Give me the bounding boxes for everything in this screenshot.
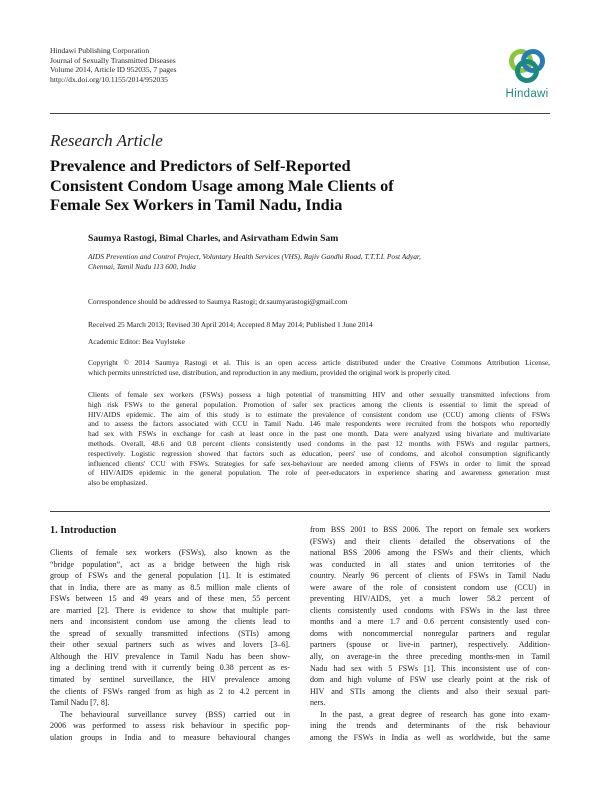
hindawi-logo — [496, 46, 558, 108]
body-line: timated by sentinel surveillance, the HIV prevalence among — [50, 675, 290, 685]
body-line: HIV and STIs among the clients and also their sexual part- — [310, 686, 550, 696]
body-line: The behavioural surveillance survey (BSS) carried out in — [60, 709, 290, 719]
left-column — [50, 547, 290, 743]
title-line: Consistent Condom Usage among Male Clients of — [50, 175, 394, 195]
article-title — [50, 156, 550, 215]
abstract-line: influenced clients' CCU with FSWs. Strategies for safe sex-behaviour are needed among clients of FSWs in order to limit the spread — [88, 458, 550, 468]
body-line: partners (spouse or live-in partner), respectively. Addition- — [310, 640, 550, 650]
abstract-line: had sex with FSWs in exchange for cash at least once in the past one month. Data were analyzed using bivariate and multivariate — [88, 429, 550, 439]
body-line: was conducted in all states and union territories of the — [310, 559, 550, 569]
affiliation — [88, 252, 550, 272]
journal-header — [50, 46, 176, 84]
article-type: Research Article — [50, 131, 163, 150]
header-divider — [50, 113, 550, 114]
abstract-line: high risk FSWs to the general population. Promotion of safer sex practices among the clients is essential to limit the spread of — [88, 399, 550, 409]
body-line: ining the trends and determinants of the risk behaviour — [310, 721, 550, 731]
body-line: Although the HIV prevalence in Tamil Nadu has been show- — [50, 651, 290, 661]
title-line: Prevalence and Predictors of Self-Reported — [50, 156, 351, 175]
body-line: the spread of sexually transmitted infections (STIs) among — [50, 628, 290, 638]
affiliation-line: Chennai, Tamil Nadu 113 600, India — [88, 261, 196, 271]
body-line: Clients of female sex workers (FSWs), also known as the — [50, 548, 290, 557]
body-line: are married [2]. There is evidence to show that multiple part- — [50, 605, 290, 615]
body-line: 2006 was performed to assess risk behaviour in specific pop- — [50, 721, 290, 731]
academic-editor: Academic Editor: Bea Vuylsteke — [88, 337, 185, 346]
abstract-line: methods. Overall, 48.6 and 0.8 percent clients consistently used condoms in the past 12 months with FSWs and regular partners, — [88, 438, 550, 448]
body-line: among the FSWs in India as well as worldwide, but the same — [310, 732, 550, 742]
correspondence: Correspondence should be addressed to Saumya Rastogi; dr.saumyarastogi@gmail.com — [88, 297, 348, 306]
copyright-notice — [88, 358, 550, 378]
abstract-line: respectively. Logistic regression showed that factors such as education, peers' use of condoms, and alcohol consumption significantly — [88, 448, 550, 458]
abstract-line: also be emphasized. — [88, 478, 148, 488]
author-list: Saumya Rastogi, Bimal Charles, and Asirvatham Edwin Sam — [88, 233, 339, 244]
abstract-line: and to assess the factors associated with CCU in Tamil Nadu. 146 male respondents were recruited from the hotspots who reportedly — [88, 419, 550, 429]
body-line: ners and inconsistent condom use among the clients lead to — [50, 617, 290, 627]
article-dates: Received 25 March 2013; Revised 30 April 2014; Accepted 8 May 2014; Published 1 June 2014 — [88, 320, 373, 329]
body-line: FSWs between 15 and 49 years and of these men, 55 percent — [50, 594, 290, 604]
body-line: national BSS 2006 among the FSWs and their clients, which — [310, 548, 550, 558]
body-line: In the past, a great degree of research has gone into exam- — [320, 709, 550, 719]
body-line: ing a declining trend with it currently being 0.38 percent as es- — [50, 663, 290, 673]
body-line: group of FSWs and the general population [1]. It is estimated — [50, 571, 290, 581]
body-line: “bridge population”, act as a bridge between the high risk — [50, 559, 290, 569]
body-line: were aware of the role of consistent condom use (CCU) in — [310, 582, 550, 592]
body-line: Nadu had sex with 5 FSWs [1]. This inconsistent use of con- — [310, 663, 550, 673]
section-heading: 1. Introduction — [50, 525, 117, 536]
body-line: their other sexual partners such as wives and lovers [3–6]. — [50, 640, 290, 650]
body-line: months and a mere 1.7 and 0.6 percent consistently used con- — [310, 617, 550, 627]
body-line: from BSS 2001 to BSS 2006. The report on female sex workers — [310, 525, 550, 534]
abstract-line: HIV/AIDS epidemic. The aim of this study is to estimate the prevalence of consistent condom use (CCU) among clients of FSWs — [88, 409, 550, 419]
copyright-line: which permits unrestricted use, distribution, and reproduction in any medium, provided the original work is properly cited. — [88, 367, 451, 377]
body-line: that in India, there are as many as 8.5 million male clients of — [50, 582, 290, 592]
body-line: clients consistently used condoms with FSWs in the last three — [310, 605, 550, 615]
body-line: dom and high volume of FSW use clearly point at the risk of — [310, 675, 550, 685]
body-line: ulation groups in India and to measure behavioural changes — [50, 732, 290, 742]
affiliation-line: AIDS Prevention and Control Project, Voluntary Health Services (VHS), Rajiv Gandhi Road, T.T.T.I. Post Adyar, — [88, 252, 421, 261]
logo-wordmark: Hindawi — [505, 88, 549, 100]
body-line: ally, on average-in the three preceding months-men in Tamil — [310, 652, 550, 662]
publisher-line: Hindawi Publishing Corporation — [50, 46, 150, 55]
doi-line: http://dx.doi.org/10.1155/2014/952035 — [50, 74, 168, 84]
abstract — [88, 390, 550, 488]
journal-name-line: Journal of Sexually Transmitted Diseases — [50, 55, 176, 65]
title-line: Female Sex Workers in Tamil Nadu, India — [50, 195, 343, 215]
body-line: the clients of FSWs ranged from as high as 2 to 4.2 percent in — [50, 686, 290, 696]
abstract-line: of HIV/AIDS epidemic in the general population. The role of peer-educators in experience sharing and awareness generation must — [88, 468, 550, 478]
volume-line: Volume 2014, Article ID 952035, 7 pages — [50, 65, 177, 75]
body-line: Tamil Nadu [7, 8]. — [50, 698, 110, 708]
body-line: doms with noncommercial nonregular partners and regular — [310, 628, 550, 638]
hindawi-rings-icon — [507, 46, 547, 86]
body-line: (FSWs) and their clients detailed the observations of the — [310, 536, 550, 546]
body-line: preventing HIV/AIDS, yet a much lower 58.2 percent of — [310, 594, 550, 604]
body-line: country. Nearly 96 percent of clients of FSWs in Tamil Nadu — [310, 571, 550, 581]
copyright-line: Copyright © 2014 Saumya Rastogi et al. This is an open access article distributed under the Creative Commons Attribution License, — [88, 358, 550, 367]
abstract-divider — [50, 511, 550, 512]
right-column — [310, 524, 550, 743]
abstract-line: Clients of female sex workers (FSWs) possess a high potential of transmitting HIV and other sexually transmitted infections from — [88, 390, 550, 399]
body-line: ners. — [310, 698, 326, 708]
